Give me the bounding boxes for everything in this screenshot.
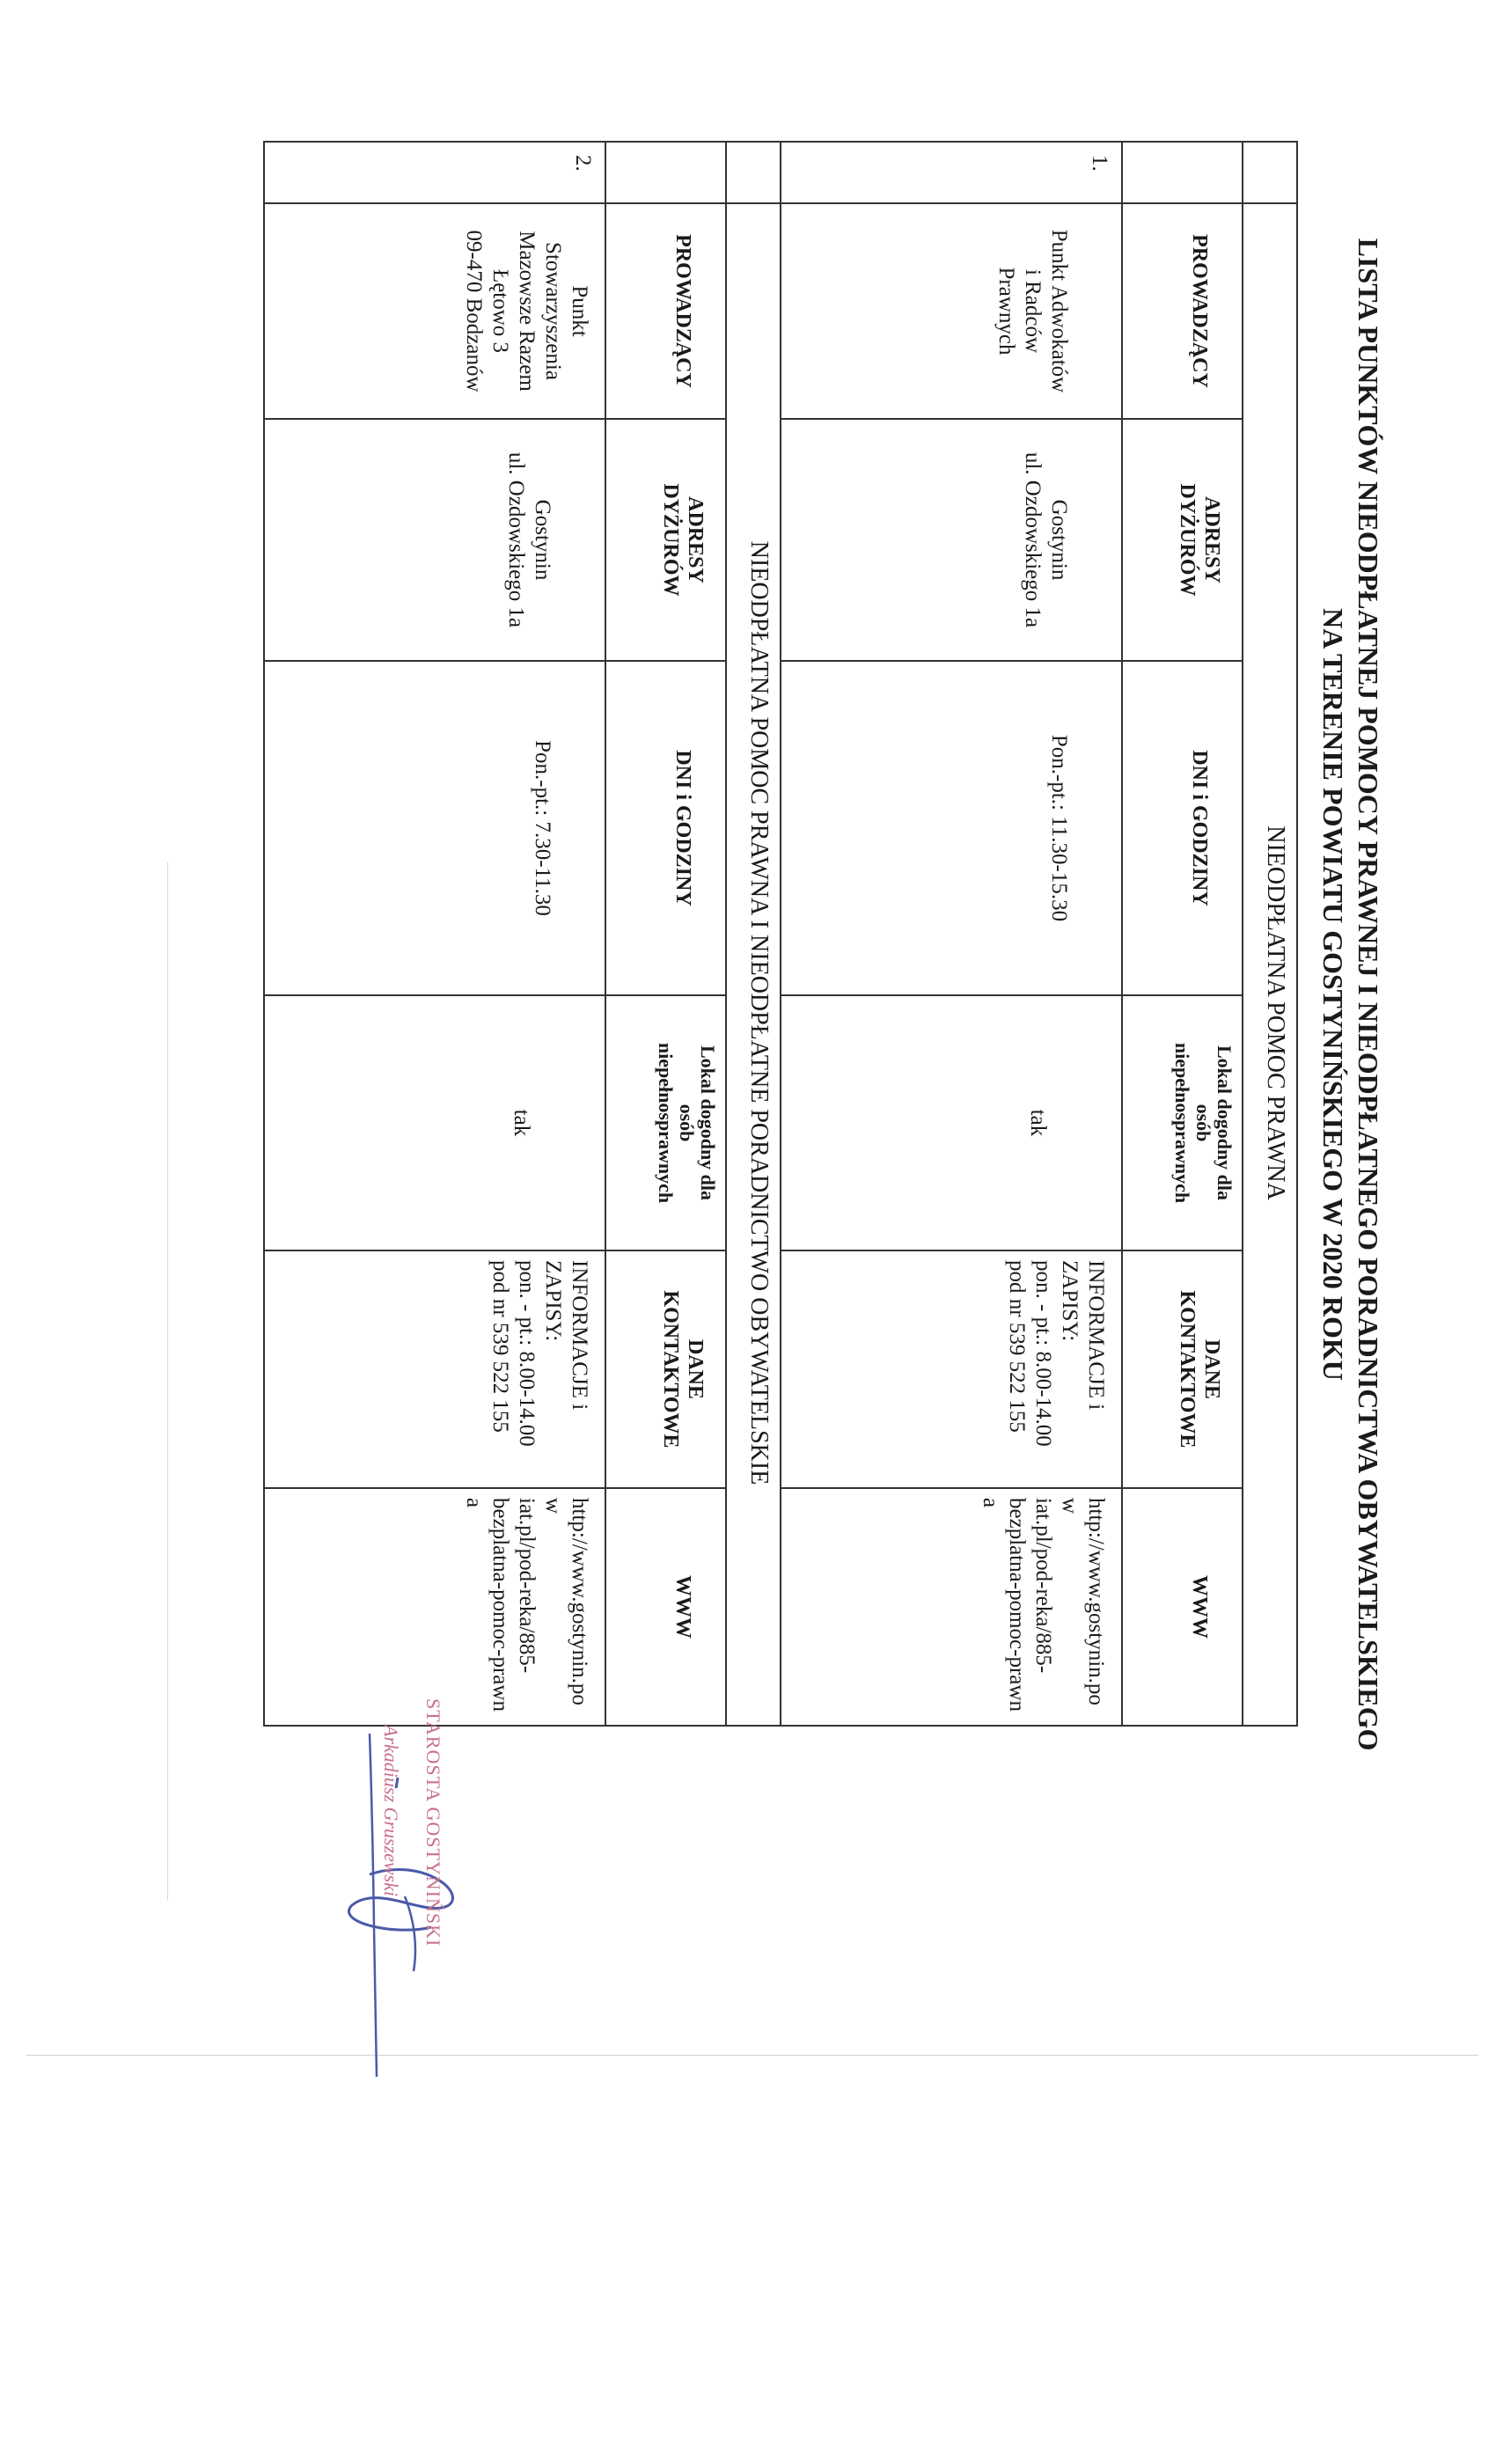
section-heading: NIEODPŁATNA POMOC PRAWNA I NIEODPŁATNE PORADNICTWO OBYWATELSKIE bbox=[726, 203, 781, 1726]
column-header-access bbox=[1122, 995, 1243, 1250]
column-header-org: PROWADZĄCY bbox=[605, 203, 726, 419]
row-www-link[interactable] bbox=[781, 1488, 1122, 1726]
column-header-contact bbox=[605, 1250, 726, 1488]
legal-aid-table bbox=[263, 141, 1298, 1727]
blank-cell bbox=[605, 142, 726, 203]
cell-text: Mazowsze Razem bbox=[515, 231, 539, 392]
cell-text: INFORMACJE i bbox=[568, 1260, 591, 1411]
title-line-1: LISTA PUNKTÓW NIEODPŁATNEJ POMOCY PRAWNEJ I NIEODPŁATNEGO PORADNICTWA OBYWATELSKIEGO bbox=[1353, 238, 1384, 1751]
blank-cell bbox=[1243, 142, 1297, 203]
section-heading: NIEODPŁATNA POMOC PRAWNA bbox=[1243, 203, 1297, 1726]
blank-cell bbox=[1122, 142, 1243, 203]
header-text: KONTAKTOWE bbox=[659, 1290, 682, 1448]
row-org bbox=[264, 203, 605, 419]
cell-text: pod nr 539 522 155 bbox=[488, 1260, 512, 1433]
cell-text: iat.pl/pod-reka/885- bbox=[515, 1498, 539, 1674]
row-accessibility: tak bbox=[264, 995, 605, 1250]
cell-text: pod nr 539 522 155 bbox=[1005, 1260, 1029, 1433]
column-header-www: WWW bbox=[1122, 1488, 1243, 1726]
header-text: osób bbox=[1192, 1104, 1214, 1142]
cell-text: ZAPISY: bbox=[1058, 1260, 1082, 1342]
header-text: niepełnosprawnych bbox=[1171, 1042, 1193, 1204]
column-header-access bbox=[605, 995, 726, 1250]
row-www-link[interactable] bbox=[264, 1488, 605, 1726]
cell-text: http://www.gostynin.pow bbox=[541, 1498, 591, 1705]
column-header-addr bbox=[605, 419, 726, 661]
row-address bbox=[781, 419, 1122, 661]
cell-text: Łętowo 3 bbox=[488, 268, 512, 354]
row-address bbox=[264, 419, 605, 661]
column-header-contact bbox=[1122, 1250, 1243, 1488]
cell-text: Prawnych bbox=[994, 267, 1018, 356]
stamp-name: Arkadiusz Gruszewski bbox=[380, 1725, 402, 1896]
row-hours: Pon.-pt.: 11.30-15.30 bbox=[781, 661, 1122, 995]
row-number: 1. bbox=[781, 142, 1122, 203]
row-accessibility: tak bbox=[781, 995, 1122, 1250]
header-text: niepełnosprawnych bbox=[655, 1042, 677, 1204]
cell-text: INFORMACJE i bbox=[1084, 1260, 1108, 1411]
cell-text: http://www.gostynin.pow bbox=[1058, 1498, 1108, 1705]
cell-text: ul. Ozdowskiego 1a bbox=[1021, 451, 1045, 628]
header-text: osób bbox=[676, 1104, 698, 1142]
cell-text: ZAPISY: bbox=[541, 1260, 565, 1342]
cell-text: bezplatna-pomoc-prawna bbox=[979, 1498, 1029, 1712]
header-text: DYŻURÓW bbox=[659, 483, 682, 597]
cell-text: Stowarzyszenia bbox=[541, 242, 565, 380]
header-text: Lokal dogodny dla bbox=[1214, 1045, 1236, 1201]
header-text: DANE bbox=[1200, 1338, 1223, 1399]
cell-text: pon. - pt.: 8.00-14.00 bbox=[1031, 1260, 1055, 1447]
cell-text: Punkt bbox=[568, 285, 591, 337]
official-stamp bbox=[321, 1698, 444, 2103]
title-line-2: NA TERENIE POWIATU GOSTYNIŃSKIEGO W 2020 ROKU bbox=[1317, 608, 1349, 1381]
row-contact bbox=[264, 1250, 605, 1488]
column-header-days: DNI i GODZINY bbox=[1122, 661, 1243, 995]
column-header-days: DNI i GODZINY bbox=[605, 661, 726, 995]
cell-text: iat.pl/pod-reka/885- bbox=[1031, 1498, 1055, 1674]
header-text: DYŻURÓW bbox=[1176, 483, 1199, 597]
row-number: 2. bbox=[264, 142, 605, 203]
cell-text: ul. Ozdowskiego 1a bbox=[504, 451, 528, 628]
cell-text: bezplatna-pomoc-prawna bbox=[462, 1498, 512, 1712]
row-hours: Pon.-pt.: 7.30-11.30 bbox=[264, 661, 605, 995]
header-text: DANE bbox=[684, 1338, 707, 1399]
document-title bbox=[1316, 211, 1386, 1778]
header-text: ADRESY bbox=[684, 496, 707, 583]
cell-text: Gostynin bbox=[531, 499, 554, 581]
header-text: Lokal dogodny dla bbox=[697, 1045, 719, 1201]
column-header-www: WWW bbox=[605, 1488, 726, 1726]
cell-text: 09-470 Bodzanów bbox=[462, 230, 486, 392]
row-contact bbox=[781, 1250, 1122, 1488]
cell-text: Gostynin bbox=[1047, 499, 1071, 581]
stamp-title: STAROSTA GOSTYNIŃSKI bbox=[422, 1698, 444, 1947]
header-text: ADRESY bbox=[1200, 496, 1223, 583]
column-header-org: PROWADZĄCY bbox=[1122, 203, 1243, 419]
blank-cell bbox=[726, 142, 781, 203]
cell-text: i Radców bbox=[1021, 268, 1045, 354]
row-org bbox=[781, 203, 1122, 419]
column-header-addr bbox=[1122, 419, 1243, 661]
cell-text: Punkt Adwokatów bbox=[1047, 229, 1071, 393]
header-text: KONTAKTOWE bbox=[1176, 1290, 1199, 1448]
cell-text: pon. - pt.: 8.00-14.00 bbox=[515, 1260, 539, 1447]
